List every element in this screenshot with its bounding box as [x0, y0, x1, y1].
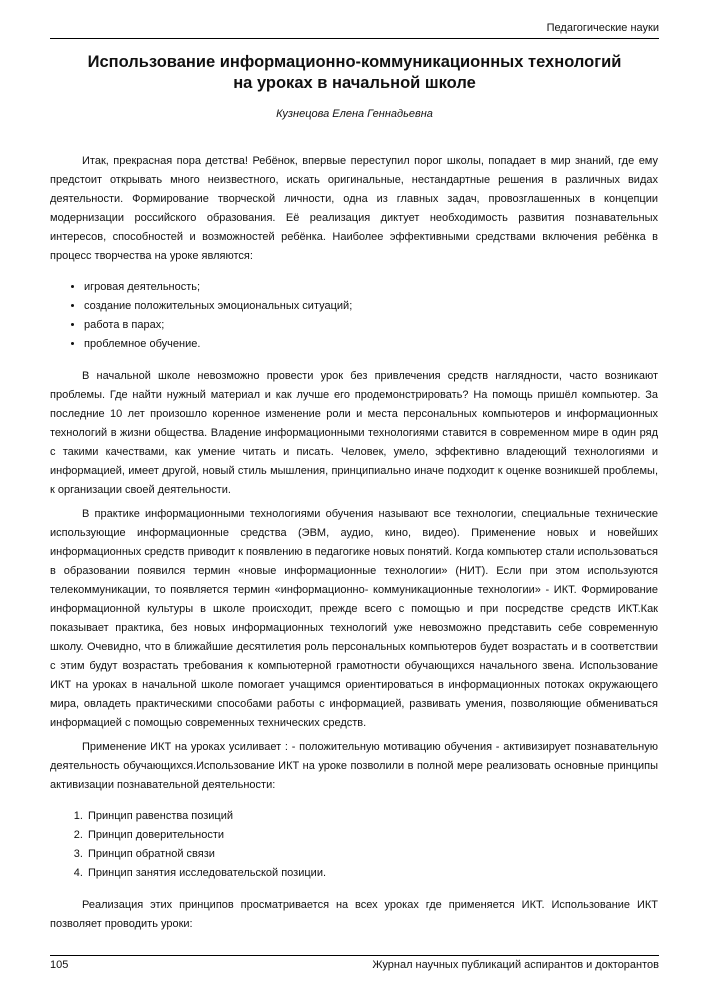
section-name: Педагогические науки [546, 22, 659, 34]
list-item: 2. Принцип доверительности [86, 826, 658, 845]
article-title [40, 52, 669, 94]
running-header [50, 22, 659, 39]
article-body [50, 152, 658, 939]
paragraph: Применение ИКТ на уроках усиливает : - положительную мотивацию обучения - активизирует познавательную деятельность обучающихся.Использование ИКТ на уроке позволили в полной мере реализовать основные принципы активизации познавательной деятельности: [50, 741, 658, 791]
paragraph: В начальной школе невозможно провести урок без привлечения средств наглядности, часто возникают проблемы. Где найти нужный материал и как лучше его продемонстрировать? На помощь пришёл компьютер. За последние 10 лет произошло коренное изменение роли и места персональных компьютеров и информационных технологий в жизни общества. Владение информационными технологиями ставится в современном мире в один ряд с такими качествами, как умение читать и писать. Человек, умело, эффективно владеющий технологиями и информацией, имеет другой, новый стиль мышления, принципиально иначе подходит к оценке возникшей проблемы, к организации своей деятельности. [50, 370, 658, 496]
list-item: 1. Принцип равенства позиций [86, 807, 658, 826]
numbered-list [50, 807, 658, 883]
list-item: 4. Принцип занятия исследовательской позиции. [86, 864, 658, 883]
author-name: Кузнецова Елена Геннадьевна [276, 108, 433, 120]
paragraph: Итак, прекрасная пора детства! Ребёнок, впервые переступил порог школы, попадает в мир знаний, где ему предстоит открывать много неизвестного, искать оригинальные, нестандартные решения в различных видах деятельности. Формирование творческой личности, одна из главных задач, провозглашенных в концепции модернизации российского образования. Её реализация диктует необходимость развития познавательных интересов, способностей и возможностей ребёнка. Наиболее эффективными средствами включения ребёнка в процесс творчества на уроке являются: [50, 155, 658, 262]
list-item: • создание положительных эмоциональных ситуаций; [84, 297, 658, 316]
paragraph: В практике информационными технологиями обучения называют все технологии, специальные технические использующие информационные средства (ЭВМ, аудио, кино, видео). Применение новых и новейших информационных средств приводит к появлению в педагогике новых понятий. Когда компьютер стали использоваться в образовании появился термин «новые информационные технологии» (НИТ). Если при этом используются телекоммуникации, то появляется термин «информационно- коммуникационные технологии» - ИКТ. Формирование информационной культуры в школе происходит, прежде всего с помощью и при посредстве средств ИКТ.Как показывает практика, без новых информационных технологий уже невозможно представить себе современную школу. Очевидно, что в ближайшие десятилетия роль персональных компьютеров будет возрастать и в соответствии с этим будут возрастать требования к компьютерной грамотности обучающихся начального звена. Использование ИКТ на уроках в начальной школе помогает учащимся ориентироваться в информационных потоках окружающего мира, овладеть практическими способами работы с информацией, развивать умения, позволяющие обмениваться информацией с помощью современных технических средств. [50, 508, 658, 729]
page-footer [50, 955, 659, 971]
list-item: • игровая деятельность; [84, 278, 658, 297]
title-line: Использование информационно-коммуникационных технологий [87, 53, 622, 71]
list-item: • работа в парах; [84, 316, 658, 335]
journal-name: Журнал научных публикаций аспирантов и докторантов [372, 959, 659, 971]
list-item: 3. Принцип обратной связи [86, 845, 658, 864]
list-item: • проблемное обучение. [84, 335, 658, 354]
paragraph: Реализация этих принципов просматривается на всех уроках где применяется ИКТ. Использование ИКТ позволяет проводить уроки: [50, 899, 658, 930]
page-number: 105 [50, 959, 69, 971]
bullet-list [50, 278, 658, 354]
title-line: на уроках в начальной школе [233, 74, 476, 92]
